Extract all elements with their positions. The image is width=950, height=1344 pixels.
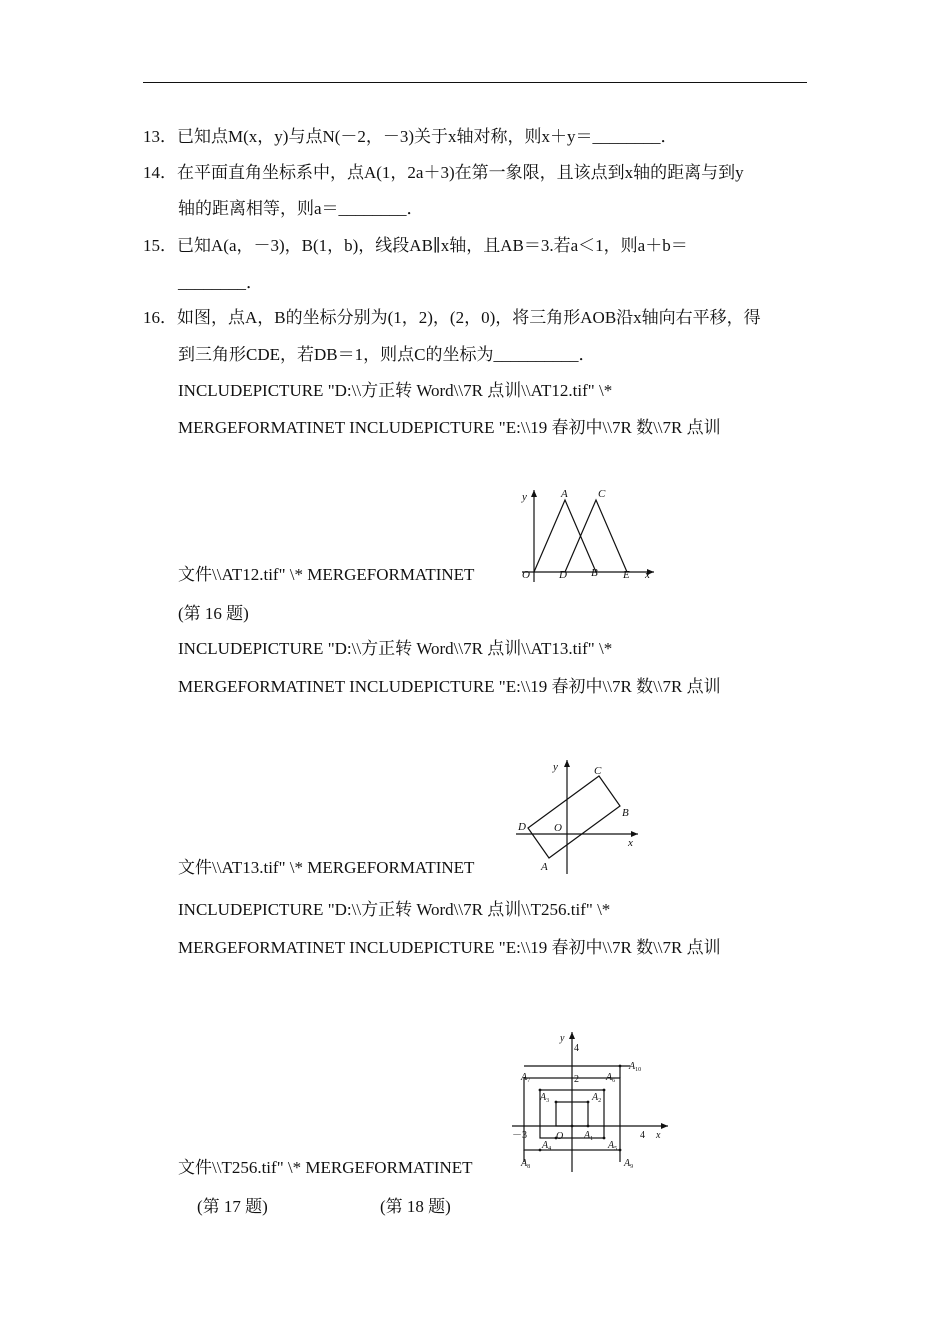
problem-16-line-1: 16．如图，点A，B的坐标分别为(1，2)，(2，0)，将三角形AOB沿x轴向右平移，得 (143, 308, 761, 327)
fig18-label-y: y (560, 1033, 565, 1044)
fig16-label-E: E (623, 569, 630, 581)
fig18-y-arrow (569, 1032, 575, 1039)
fig17-label-A: A (541, 861, 548, 873)
fig18-label-A8: $A_8$ (521, 1158, 531, 1170)
fig16-label-C: C (598, 488, 606, 500)
fig18-label-A9: $A_9$ (624, 1158, 634, 1170)
fig18-label-x: x (656, 1130, 661, 1141)
fig18-tick-x-neg3: －3 (512, 1130, 527, 1141)
caption-figure-17: (第 17 题) (197, 1197, 268, 1216)
include-field-17-c: 文件\\AT13.tif" \* MERGEFORMATINET (178, 858, 475, 877)
fig16-triangle-CDE (565, 500, 627, 572)
include-field-16-c: 文件\\AT12.tif" \* MERGEFORMATINET (178, 565, 475, 584)
fig16-label-x: x (645, 569, 650, 581)
problem-14-line-1: 14．在平面直角坐标系中，点A(1，2a＋3)在第一象限，且该点到x轴的距离与到y (143, 163, 744, 182)
fig17-rectangle-ABCD (528, 776, 620, 858)
fig16-label-y: y (522, 491, 527, 503)
include-field-16-b: MERGEFORMATINET INCLUDEPICTURE "E:\\19 春初中\\7R 数\\7R 点训 (178, 418, 721, 437)
figure-16-translation (514, 486, 659, 586)
fig18-label-A3: $A_3$ (540, 1092, 550, 1104)
caption-figure-16: (第 16 题) (178, 604, 249, 623)
include-field-18-b: MERGEFORMATINET INCLUDEPICTURE "E:\\19 春初中\\7R 数\\7R 点训 (178, 938, 721, 957)
problem-16-line-2: 到三角形CDE，若DB＝1，则点C的坐标为__________． (178, 345, 596, 364)
fig17-label-y: y (553, 761, 558, 773)
fig17-y-arrow (564, 760, 570, 767)
fig17-label-C: C (594, 765, 602, 777)
fig18-tick-y-2: 2 (574, 1074, 579, 1085)
problem-15-line-1: 15．已知A(a，－3)，B(1，b)，线段AB∥x轴，且AB＝3.若a＜1，则a＋b＝ (143, 236, 688, 255)
fig18-label-A5: $A_5$ (608, 1140, 618, 1152)
fig16-label-B: B (591, 567, 598, 579)
problem-15-line-2: ________． (178, 273, 263, 292)
fig18-label-A7: $A_7$ (521, 1072, 531, 1084)
figure-17-rectangle (512, 756, 644, 878)
fig18-label-O: O (556, 1131, 564, 1142)
fig18-x-arrow (661, 1123, 668, 1129)
caption-figure-18: (第 18 题) (380, 1197, 451, 1216)
problem-13: 13．已知点M(x，y)与点N(－2，－3)关于x轴对称，则x＋y＝________． (143, 127, 678, 146)
fig17-label-B: B (622, 807, 629, 819)
problem-14-line-2: 轴的距离相等，则a＝________． (178, 199, 424, 218)
fig17-label-x: x (628, 837, 633, 849)
include-field-18-a: INCLUDEPICTURE "D:\\方正转 Word\\7R 点训\\T256.tif" \* (178, 900, 611, 919)
fig16-y-arrow (531, 490, 537, 497)
fig18-label-A10: $A_{10}$ (629, 1061, 642, 1073)
fig16-label-O: O (522, 569, 530, 581)
fig17-label-O: O (554, 822, 562, 834)
fig18-label-A1: $A_1$ (584, 1130, 594, 1142)
include-field-16-a: INCLUDEPICTURE "D:\\方正转 Word\\7R 点训\\AT12.tif" \* (178, 381, 613, 400)
include-field-17-b: MERGEFORMATINET INCLUDEPICTURE "E:\\19 春初中\\7R 数\\7R 点训 (178, 677, 721, 696)
fig17-label-D: D (518, 821, 526, 833)
fig18-tick-x-4: 4 (640, 1130, 645, 1141)
fig16-triangle-AOB (534, 500, 596, 572)
header-rule (143, 82, 807, 83)
figure-18-spiral (508, 1028, 673, 1176)
fig16-label-D: D (559, 569, 567, 581)
include-field-18-c: 文件\\T256.tif" \* MERGEFORMATINET (178, 1158, 473, 1177)
fig16-label-A: A (561, 488, 568, 500)
include-field-17-a: INCLUDEPICTURE "D:\\方正转 Word\\7R 点训\\AT13.tif" \* (178, 639, 613, 658)
fig18-label-A6: $A_6$ (606, 1072, 616, 1084)
fig18-label-A4: $A_4$ (542, 1140, 552, 1152)
fig18-label-A2: $A_2$ (592, 1092, 602, 1104)
fig18-tick-y-4: 4 (574, 1043, 579, 1054)
